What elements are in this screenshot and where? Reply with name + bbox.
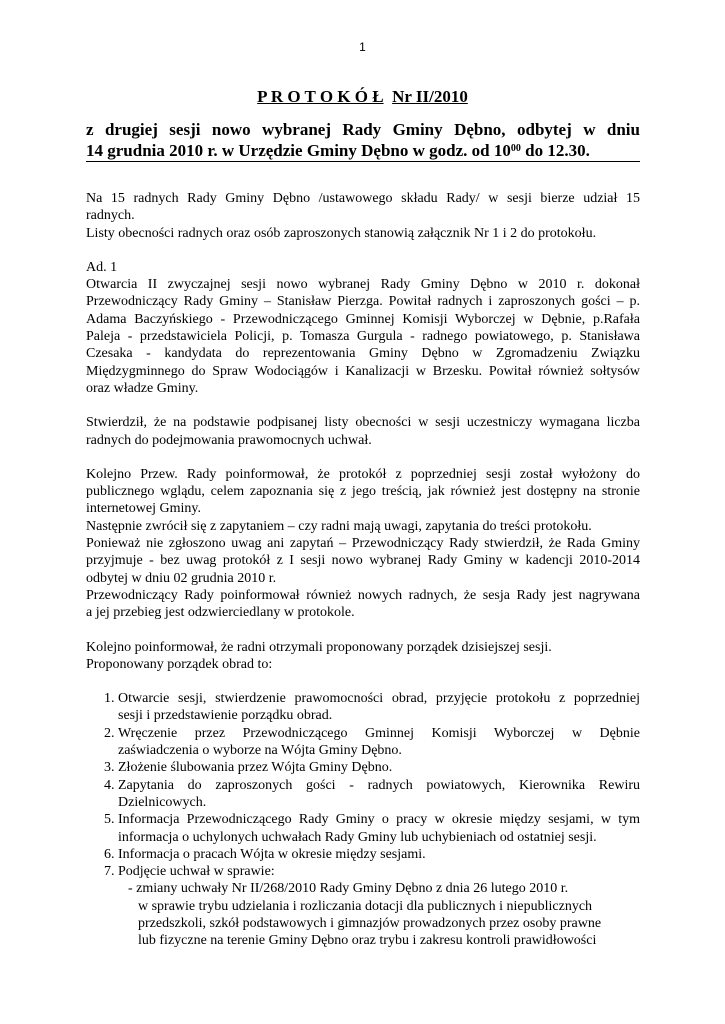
subtitle-line-2: 14 grudnia 2010 r. w Urzędzie Gminy Dębno w godz. od $10^{00}$ do 12.30.	[86, 141, 590, 160]
time-superscript: 00	[510, 143, 521, 154]
list-item: 6. Informacja o pracach Wójta w okresie między sesjami.	[104, 846, 426, 862]
protocol-number: Nr II/2010	[392, 87, 468, 106]
agenda-item-7-details: - zmiany uchwały Nr II/268/2010 Rady Gminy Dębno z dnia 26 lutego 2010 r. w sprawie trybu udzielania i rozliczania dotacji dla publicznych i niepublicznych przedszkoli, szkół podstawowych i gimnazjów prowadzonych przez osoby prawne lub fizyczne na terenie Gminy Dębno oraz trybu i zakresu kontroli prawidłowości	[128, 881, 602, 949]
list-item: 7. Podjęcie uchwał w sprawie:	[104, 864, 275, 880]
attendance-paragraph: Na 15 radnych Rady Gminy Dębno /ustawowego składu Rady/ w sesji bierze udział 15 radnych. Listy obecności radnych oraz osób zaproszonych stanowią załącznik Nr 1 i 2 do protokołu.	[86, 191, 640, 241]
minutes-paragraph: Kolejno Przew. Rady poinformował, że protokół z poprzedniej sesji został wyłożony do publicznego wglądu, celem zapoznania się z jego treścią, jak również jest dostępny na stronie internetowej Gminy. Następnie zwrócił się z zapytaniem – czy radni mają uwagi, zapytania do treści protokołu. Ponieważ nie zgłoszono uwag ani zapytań – Przewodniczący Rady stwierdził, że Rada Gminy przyjmuje - bez uwag protokół z I sesji nowo wybranej Rady Gminy w kadencji 2010-2014 odbytej w dniu 02 grudnia 2010 r. Przewodniczący Rady poinformował również nowych radnych, że sesja Rady jest nagrywana a jej przebieg jest odzwierciedlany w protokole.	[86, 466, 640, 621]
document-body	[86, 190, 640, 950]
agenda-intro: Kolejno poinformował, że radni otrzymali proponowany porządek dzisiejszej sesji. Proponowany porządek obrad to:	[86, 639, 552, 672]
protocol-label: P R O T O K Ó Ł	[257, 87, 384, 106]
ad1-heading: Ad. 1	[86, 259, 118, 275]
subtitle-line-1: z drugiej sesji nowo wybranej Rady Gminy Dębno, odbytej w dniu	[86, 120, 640, 139]
quorum-paragraph: Stwierdził, że na podstawie podpisanej listy obecności w sesji uczestniczy wymagana liczba radnych do podejmowania prawomocnych uchwał.	[86, 415, 640, 448]
list-item: 4. Zapytania do zaproszonych gości - radnych powiatowych, Kierownika Rewiru Dzielnicowych.	[104, 777, 640, 810]
document-title	[0, 87, 725, 107]
list-item: 2. Wręczenie przez Przewodniczącego Gminnej Komisji Wyborczej w Dębnie zaświadczenia o wyborze na Wójta Gminy Dębno.	[104, 725, 640, 759]
list-item: 3. Złożenie ślubowania przez Wójta Gminy Dębno.	[104, 760, 393, 776]
ad1-section: Ad. 1 Otwarcia II zwyczajnej sesji nowo wybranej Rady Gminy Dębno w 2010 r. dokonał Przewodniczący Rady Gminy – Stanisław Pierzga. Powitał radnych i zaproszonych gości – p. Adama Baczyńskiego - Przewodniczącego Gminnej Komisji Wyborczej w Dębnie, p.Rafała Paleja - przedstawiciela Policji, p. Tomasza Gurgula - radnego powiatowego, p. Stanisława Czesaka - kandydata do reprezentowania Gminy Dębno w Zgromadzeniu Związku Międzygminnego do Spraw Wodociągów i Kanalizacji w Brzesku. Powitał również sołtysów oraz władze Gminy.	[86, 259, 640, 396]
page-number: 1	[359, 40, 366, 54]
list-item: 5. Informacja Przewodniczącego Rady Gminy o pracy w okresie między sesjami, w tym informacja o uchylonych uchwałach Rady Gminy lub uchybieniach od ostatniej sesji.	[104, 812, 640, 845]
agenda-list	[86, 690, 640, 880]
list-item: 1. Otwarcie sesji, stwierdzenie prawomocności obrad, przyjęcie protokołu z poprzedniej sesji i przedstawienie porządku obrad.	[104, 691, 640, 724]
session-subtitle	[86, 119, 640, 162]
